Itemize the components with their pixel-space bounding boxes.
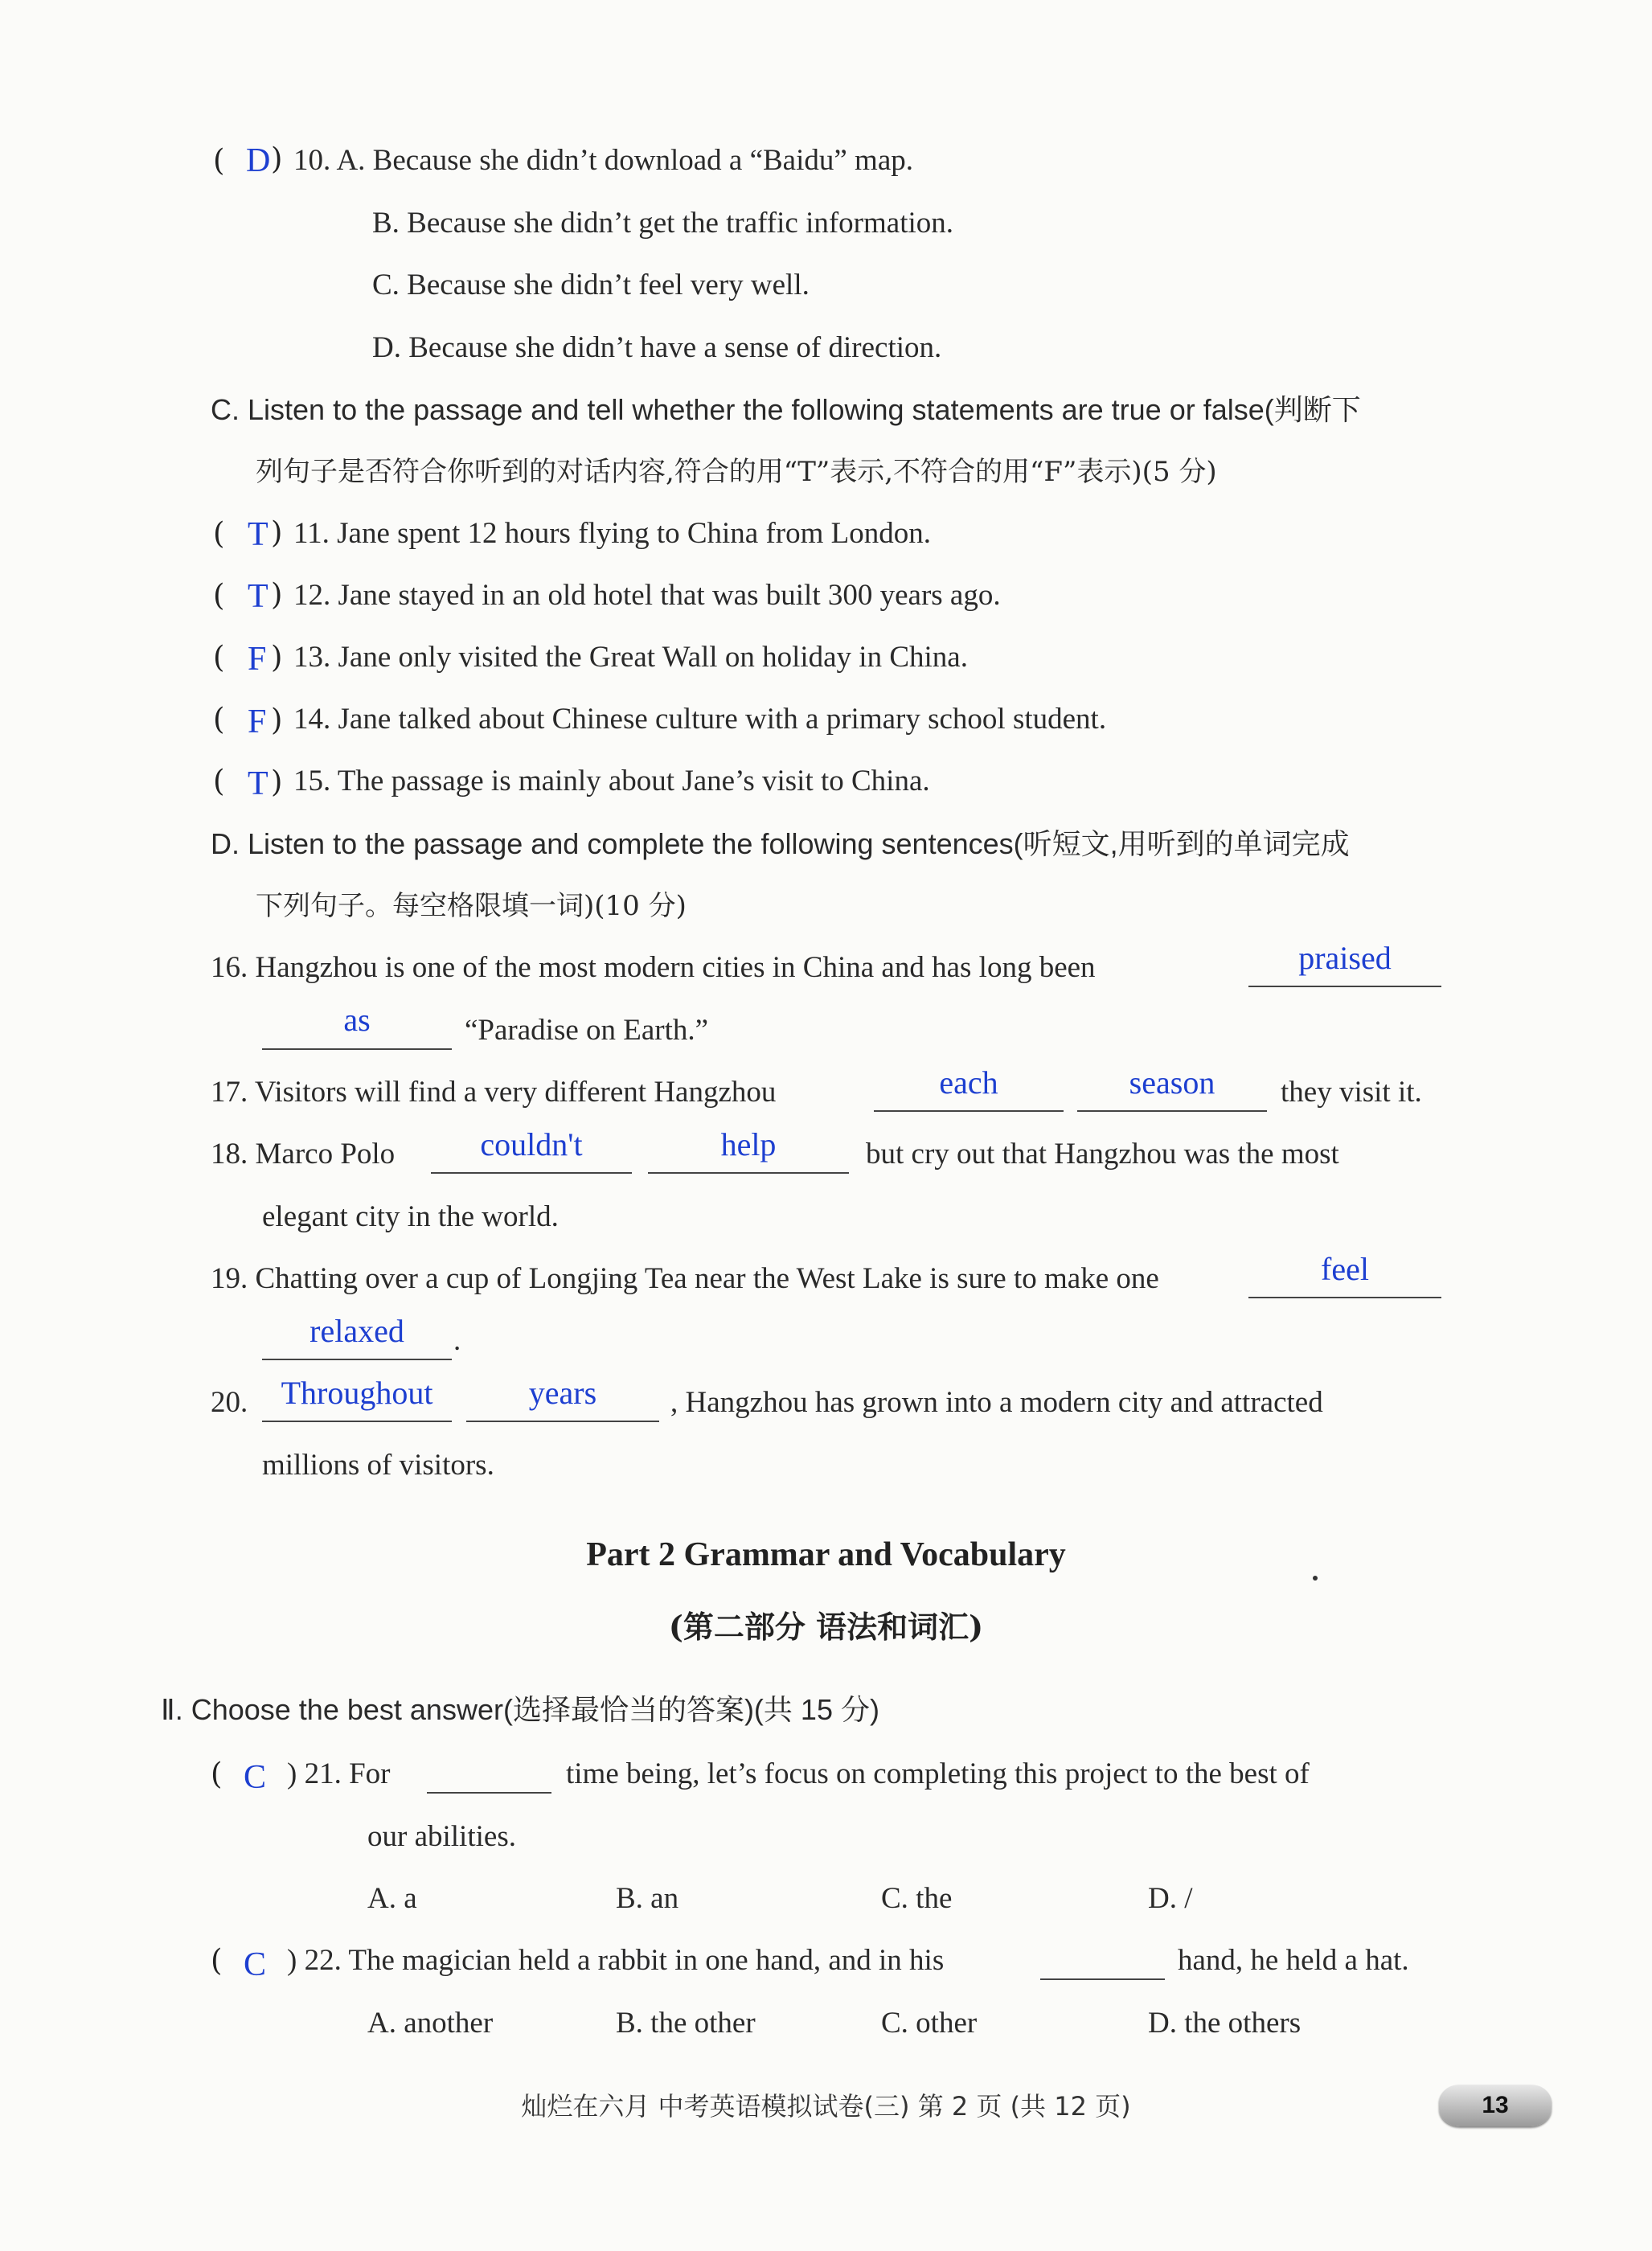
q20-number: 20. (211, 1386, 248, 1419)
q21-stem-b: time being, let’s focus on completing this project to the best of (566, 1757, 1310, 1790)
q17-text-a: 17. Visitors will find a very different Hangzhou (211, 1076, 777, 1109)
q16-text-a: 16. Hangzhou is one of the most modern cities in China and has long been (211, 951, 1096, 984)
q20-text-b: , Hangzhou has grown into a modern city and attracted (670, 1386, 1323, 1419)
q19-text-b: . (453, 1324, 461, 1357)
q19-fill-1: feel (1321, 1251, 1369, 1287)
section-ii-heading: Ⅱ. Choose the best answer(选择最恰当的答案)(共 15 分) (161, 1693, 879, 1726)
q21-option-c[interactable]: C. the (881, 1882, 953, 1915)
q18-text-b: but cry out that Hangzhou was the most (866, 1138, 1339, 1171)
q16-fill-2: as (343, 1002, 371, 1038)
q22-stem-b: hand, he held a hat. (1178, 1944, 1409, 1977)
section-c-instruction-1: C. Listen to the passage and tell whether the following statements are true or false(判断下 (211, 393, 1361, 426)
q22-option-d[interactable]: D. the others (1148, 2007, 1302, 2040)
q10-option-c: C. Because she didn’t feel very well. (372, 269, 810, 301)
section-d-instruction-2: 下列句子。每空格限填一词)(10 分) (256, 890, 687, 922)
q14-text: 14. Jane talked about Chinese culture with a primary school student. (293, 703, 1107, 736)
answer-q12: T (248, 578, 269, 615)
stray-dot (1313, 1576, 1318, 1581)
answer-paren-open: ( (211, 1943, 223, 1978)
q18-text-c: elegant city in the world. (262, 1200, 559, 1233)
answer-paren-close: ) (271, 765, 283, 799)
page-number-badge: 13 (1439, 2085, 1552, 2126)
answer-q15: T (248, 765, 269, 802)
answer-q13: F (248, 641, 267, 678)
q22-option-a[interactable]: A. another (367, 2007, 494, 2040)
answer-q10: D (246, 142, 271, 179)
q10-option-b: B. Because she didn’t get the traffic information. (372, 207, 954, 240)
answer-paren-close: ) (271, 640, 283, 674)
answer-paren-open: ( (213, 764, 225, 798)
q22-stem-a: ) 22. The magician held a rabbit in one hand, and in his (287, 1944, 945, 1977)
answer-paren-open: ( (213, 640, 225, 674)
page-footer: 灿烂在六月 中考英语模拟试卷(三) 第 2 页 (共 12 页) (521, 2091, 1131, 2122)
q18-fill-2: help (720, 1126, 777, 1162)
answer-paren-open: ( (211, 1757, 223, 1791)
q18-text-a: 18. Marco Polo (211, 1138, 396, 1171)
q18-fill-1: couldn't (480, 1126, 583, 1162)
q20-fill-2: years (528, 1375, 597, 1411)
q22-option-b[interactable]: B. the other (616, 2007, 756, 2040)
answer-q14: F (248, 703, 267, 740)
answer-paren-open: ( (213, 143, 225, 178)
answer-paren-open: ( (213, 702, 225, 736)
q17-fill-2: season (1129, 1064, 1215, 1101)
q16-text-b: “Paradise on Earth.” (465, 1014, 709, 1047)
q21-stem-c: our abilities. (367, 1820, 516, 1853)
q13-text: 13. Jane only visited the Great Wall on holiday in China. (293, 641, 968, 674)
q17-fill-1: each (939, 1064, 998, 1101)
q10-option-d: D. Because she didn’t have a sense of direction. (372, 331, 942, 364)
q20-text-c: millions of visitors. (262, 1449, 494, 1482)
q22-option-c[interactable]: C. other (881, 2007, 978, 2040)
answer-q22: C (244, 1946, 267, 1983)
answer-paren-open: ( (213, 516, 225, 551)
section-d-instruction-1: D. Listen to the passage and complete the following sentences(听短文,用听到的单词完成 (211, 827, 1350, 860)
answer-q11: T (248, 516, 269, 553)
q12-text: 12. Jane stayed in an old hotel that was built 300 years ago. (293, 579, 1001, 612)
answer-paren-close: ) (271, 515, 283, 550)
q10-stem: 10. A. Because she didn’t download a “Baidu” map. (293, 144, 914, 177)
q21-stem-a: ) 21. For (287, 1757, 391, 1790)
q21-option-a[interactable]: A. a (367, 1882, 417, 1915)
part-2-title: Part 2 Grammar and Vocabulary (586, 1536, 1066, 1573)
answer-q21: C (244, 1759, 267, 1796)
answer-paren-close: ) (271, 703, 283, 737)
answer-paren-close: ) (271, 141, 283, 176)
part-2-subtitle: (第二部分 语法和词汇) (668, 1609, 984, 1645)
q19-text-a: 19. Chatting over a cup of Longjing Tea near the West Lake is sure to make one (211, 1262, 1159, 1295)
answer-paren-open: ( (213, 578, 225, 613)
q21-option-b[interactable]: B. an (616, 1882, 679, 1915)
q22-blank[interactable] (1040, 1943, 1165, 1980)
answer-paren-close: ) (271, 577, 283, 612)
q15-text: 15. The passage is mainly about Jane’s visit to China. (293, 765, 930, 797)
q20-fill-1: Throughout (281, 1375, 433, 1411)
q17-text-b: they visit it. (1281, 1076, 1422, 1109)
q16-fill-1: praised (1298, 940, 1392, 976)
q11-text: 11. Jane spent 12 hours flying to China from London. (293, 517, 932, 550)
q19-fill-2: relaxed (309, 1313, 404, 1349)
q21-option-d[interactable]: D. / (1148, 1882, 1193, 1915)
q21-blank[interactable] (427, 1757, 551, 1794)
section-c-instruction-2: 列句子是否符合你听到的对话内容,符合的用“T”表示,不符合的用“F”表示)(5 分) (256, 456, 1217, 488)
